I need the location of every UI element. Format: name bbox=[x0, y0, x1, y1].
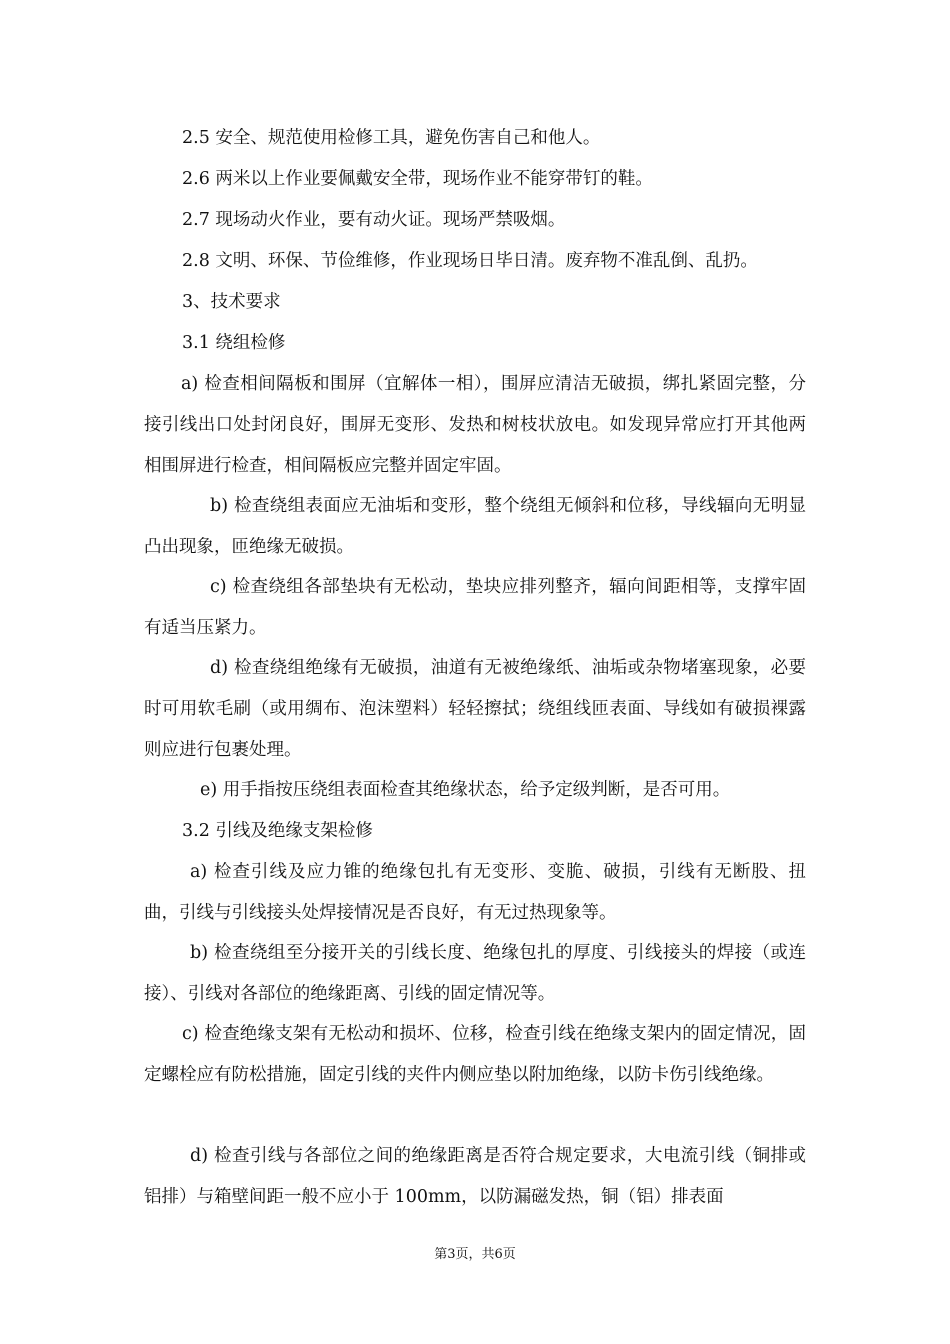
paragraph-2-7: 2.7 现场动火作业，要有动火证。现场严禁吸烟。 bbox=[182, 210, 566, 230]
paragraph-3-1-a: a) 检查相间隔板和围屏（宜解体一相），围屏应清洁无破损，绑扎紧固完整，分接引线出口处封闭良好，围屏无变形、发热和树枝状放电。如发现异常应打开其他两相围屏进行检查，相间隔板应完整并固定牢固。 bbox=[144, 374, 806, 476]
paragraph-3-1-d: d) 检查绕组绝缘有无破损，油道有无被绝缘纸、油垢或杂物堵塞现象，必要时可用软毛刷（或用绸布、泡沫塑料）轻轻擦拭；绕组线匝表面、导线如有破损裸露则应进行包裹处理。 bbox=[144, 658, 806, 760]
subsection-heading-3-1: 3.1 绕组检修 bbox=[182, 333, 286, 353]
section-heading-3: 3、技术要求 bbox=[182, 292, 281, 312]
paragraph-2-6: 2.6 两米以上作业要佩戴安全带，现场作业不能穿带钉的鞋。 bbox=[182, 169, 653, 189]
paragraph-3-2-b: b) 检查绕组至分接开关的引线长度、绝缘包扎的厚度、引线接头的焊接（或连接）、引线对各部位的绝缘距离、引线的固定情况等。 bbox=[144, 943, 806, 1004]
paragraph-2-8: 2.8 文明、环保、节俭维修，作业现场日毕日清。废弃物不准乱倒、乱扔。 bbox=[182, 251, 758, 271]
paragraph-3-1-e: e) 用手指按压绕组表面检查其绝缘状态，给予定级判断，是否可用。 bbox=[200, 780, 731, 800]
paragraph-2-5: 2.5 安全、规范使用检修工具，避免伤害自己和他人。 bbox=[182, 128, 601, 148]
page-number-footer: 第3页，共6页 bbox=[434, 1247, 516, 1262]
paragraph-3-1-b: b) 检查绕组表面应无油垢和变形，整个绕组无倾斜和位移，导线辐向无明显凸出现象，匝绝缘无破损。 bbox=[144, 496, 806, 557]
paragraph-3-2-d: d) 检查引线与各部位之间的绝缘距离是否符合规定要求，大电流引线（铜排或铝排）与箱壁间距一般不应小于 100mm，以防漏磁发热，铜（铝）排表面 bbox=[144, 1146, 806, 1207]
paragraph-3-2-c: c) 检查绝缘支架有无松动和损坏、位移，检查引线在绝缘支架内的固定情况，固定螺栓应有防松措施，固定引线的夹件内侧应垫以附加绝缘，以防卡伤引线绝缘。 bbox=[144, 1024, 806, 1085]
paragraph-3-1-c: c) 检查绕组各部垫块有无松动，垫块应排列整齐，辐向间距相等，支撑牢固有适当压紧力。 bbox=[144, 577, 806, 638]
paragraph-3-2-a: a) 检查引线及应力锥的绝缘包扎有无变形、变脆、破损，引线有无断股、扭曲，引线与引线接头处焊接情况是否良好，有无过热现象等。 bbox=[144, 862, 806, 923]
subsection-heading-3-2: 3.2 引线及绝缘支架检修 bbox=[182, 821, 373, 841]
